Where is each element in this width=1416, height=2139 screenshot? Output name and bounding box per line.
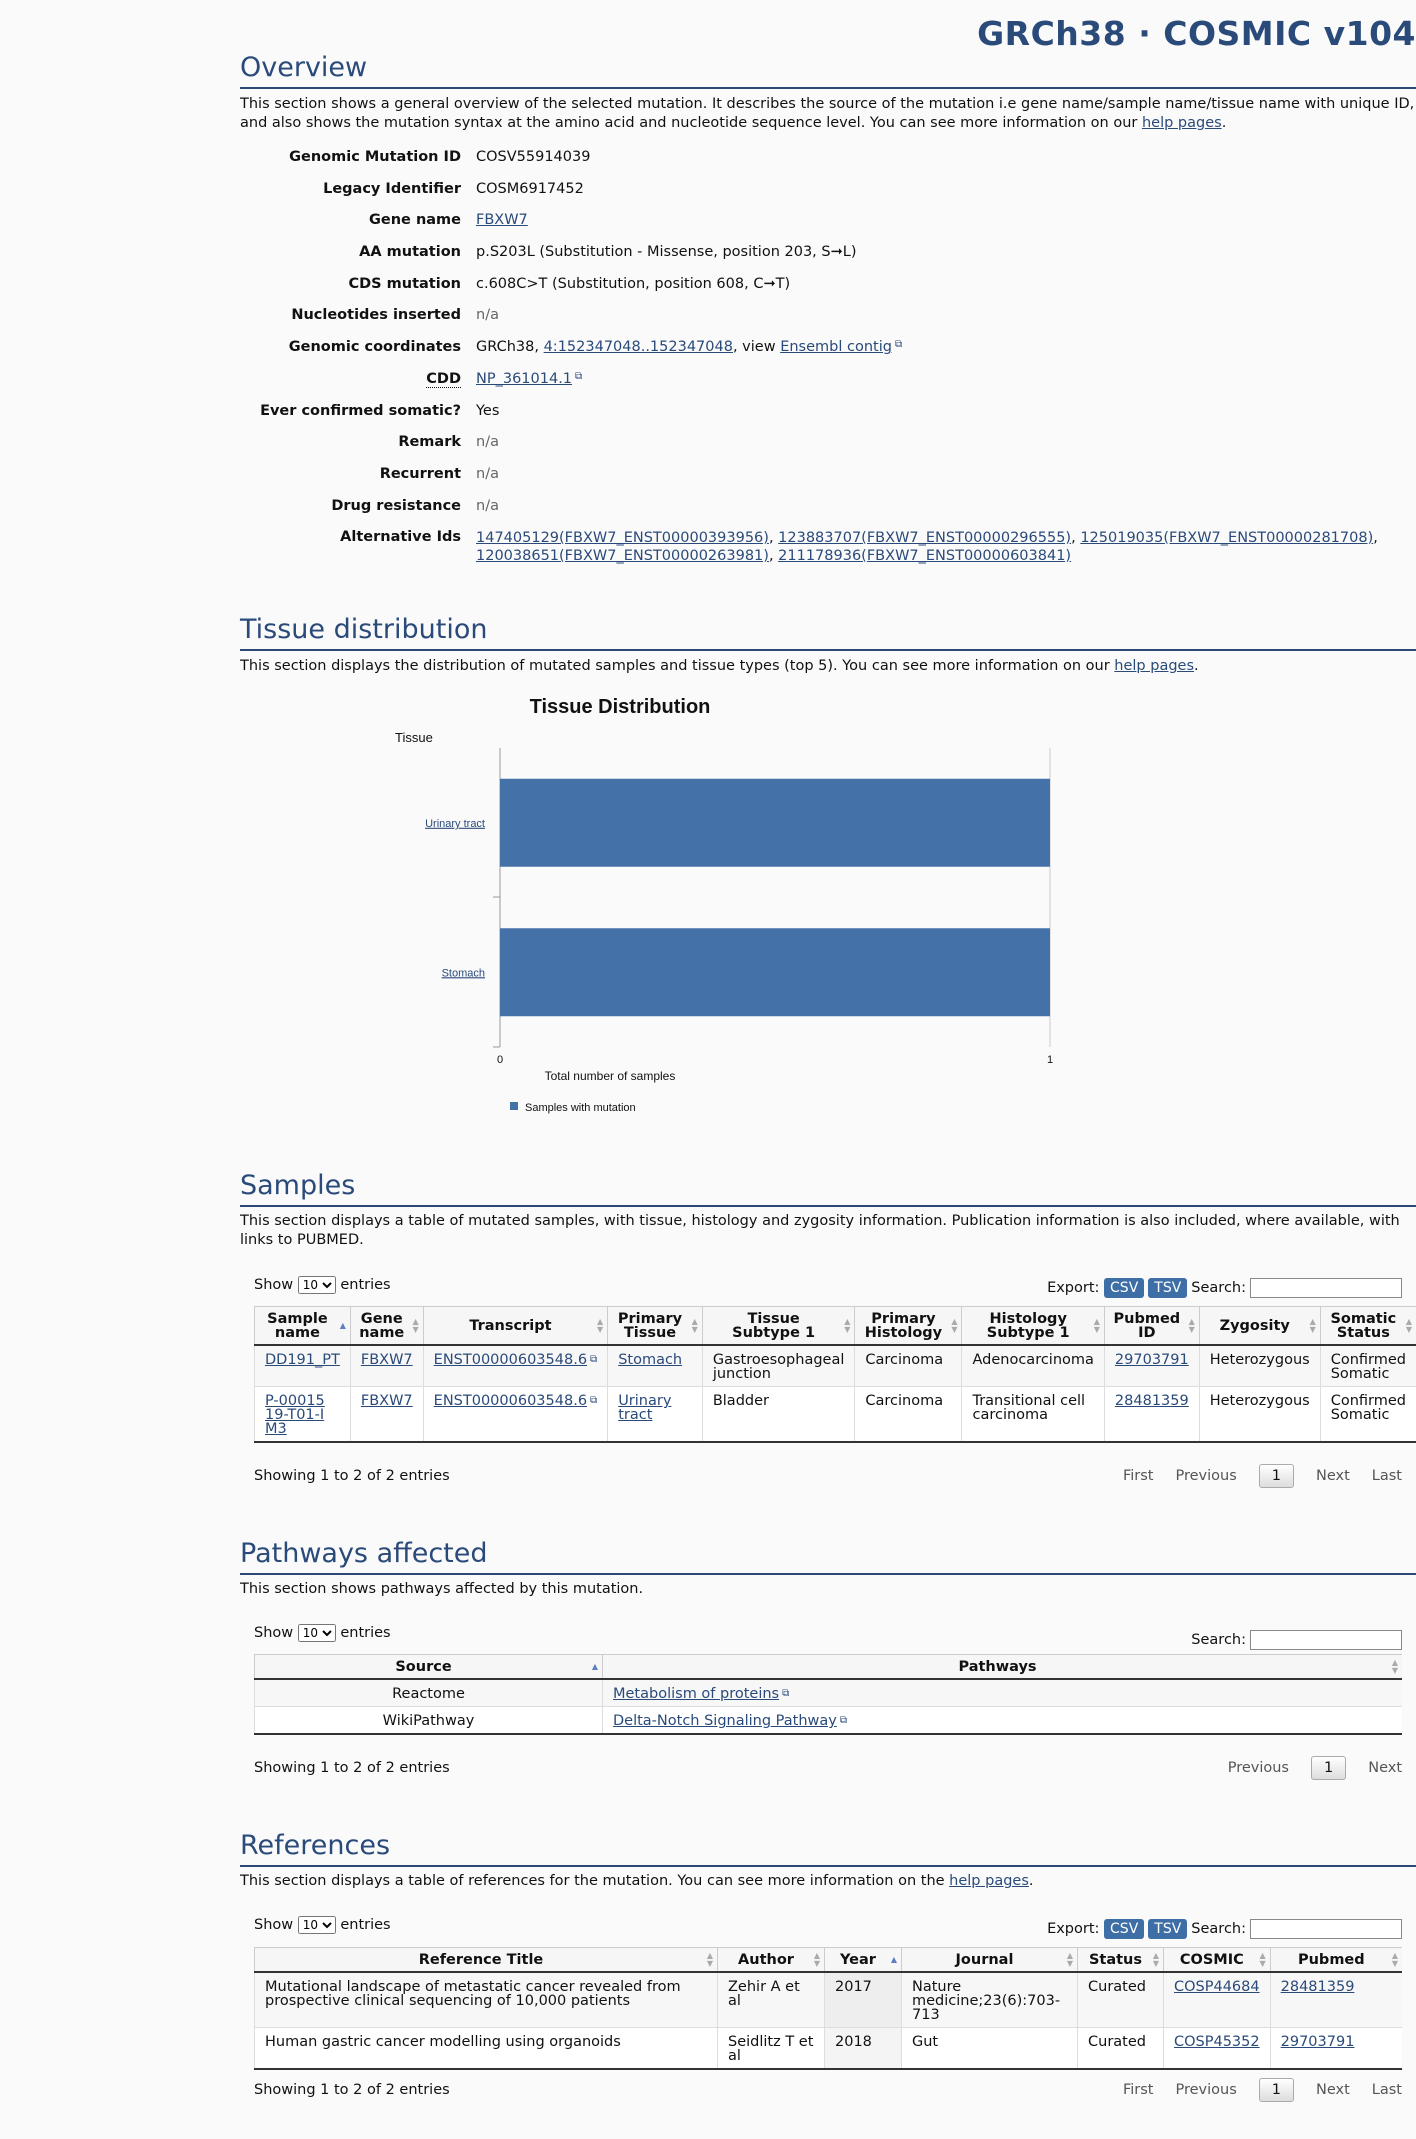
- pathways-length-select[interactable]: [298, 1624, 336, 1642]
- ensembl-contig-link[interactable]: Ensembl contig: [780, 339, 892, 356]
- sort-icon: ▲ ▼: [412, 1316, 419, 1334]
- cds-mutation-value: c.608C>T (Substitution, position 608, C➞T): [476, 275, 791, 292]
- column-label: Sample name: [267, 1311, 328, 1341]
- samples-length-control: Show 10 entries: [254, 1276, 391, 1294]
- col-year[interactable]: Year ▲: [825, 1948, 902, 1973]
- current-page-button[interactable]: 1: [1259, 1464, 1294, 1488]
- references-pager: [1101, 2078, 1402, 2102]
- reference-journal: Gut: [902, 2028, 1078, 2070]
- sample-zygosity-cell: Heterozygous: [1199, 1387, 1320, 1443]
- column-label: Transcript: [469, 1318, 552, 1334]
- cosmic-link[interactable]: COSP45352: [1174, 2034, 1260, 2050]
- pathway-link[interactable]: Delta-Notch Signaling Pathway: [613, 1713, 837, 1729]
- bar-stomach: [500, 928, 1050, 1016]
- cdd-label: CDD: [426, 370, 461, 387]
- sample-subtype-cell: Gastroesophageal junction: [702, 1345, 855, 1387]
- col-pathways[interactable]: Pathways ▲ ▼: [603, 1655, 1403, 1680]
- sort-icon: ▲ ▼: [706, 1950, 713, 1968]
- sample-sample-link[interactable]: DD191_PT: [265, 1352, 340, 1368]
- sample-gene-cell: [350, 1387, 423, 1443]
- pathways-info: Showing 1 to 2 of 2 entries: [254, 1760, 450, 1776]
- sample-transcript-cell: [423, 1387, 608, 1443]
- chart-y-label: Tissue: [395, 730, 433, 745]
- current-page-button[interactable]: 1: [1311, 1756, 1346, 1780]
- sample-zygosity-cell: Heterozygous: [1199, 1345, 1320, 1387]
- col-sample-name[interactable]: [255, 1307, 351, 1346]
- sample-transcript-link[interactable]: ENST00000603548.6: [433, 1393, 588, 1409]
- ever-confirmed-label: Ever confirmed somatic?: [260, 402, 461, 419]
- genomic-coordinates-label: Genomic coordinates: [288, 339, 461, 356]
- sample-transcript-link[interactable]: ENST00000603548.6: [433, 1352, 588, 1368]
- sort-icon: ▲ ▼: [1188, 1316, 1195, 1334]
- col-source[interactable]: Source ▲: [255, 1655, 603, 1680]
- references-info: Showing 1 to 2 of 2 entries: [254, 2082, 450, 2098]
- sample-pubmed-cell: [1104, 1345, 1199, 1387]
- column-label: Histology Subtype 1: [986, 1311, 1070, 1341]
- references-csv-button[interactable]: CSV: [1104, 1919, 1144, 1939]
- reference-title: Mutational landscape of metastatic cancer revealed from prospective clinical sequencing of 10,000 patients: [255, 1972, 718, 2028]
- reference-author: Seidlitz T et al: [718, 2028, 825, 2070]
- table-row: [255, 1972, 1403, 2028]
- sort-icon: ▲ ▼: [1152, 1950, 1159, 1968]
- references-search-input[interactable]: [1250, 1919, 1402, 1939]
- last-page-button[interactable]: Last: [1371, 2082, 1402, 2098]
- first-page-button[interactable]: First: [1122, 1468, 1154, 1484]
- col-somatic-status[interactable]: [1320, 1307, 1416, 1346]
- pathways-intro: This section shows pathways affected by this mutation.: [240, 1581, 644, 1597]
- references-intro: This section displays a table of references for the mutation. You can see more information on the help pages.: [240, 1873, 1034, 1889]
- recurrent-value: n/a: [476, 465, 499, 482]
- col-primary-histology[interactable]: [855, 1307, 962, 1346]
- sample-tissue-cell: [608, 1387, 703, 1443]
- sample-status-cell: Confirmed Somatic: [1320, 1387, 1416, 1443]
- aa-mutation-value: p.S203L (Substitution - Missense, position 203, S➞L): [476, 244, 857, 261]
- recurrent-label: Recurrent: [379, 465, 461, 482]
- col-tissue-subtype[interactable]: [702, 1307, 855, 1346]
- sort-icon: ▲ ▼: [1391, 1950, 1398, 1968]
- sample-histology-cell: Carcinoma: [855, 1387, 962, 1443]
- drug-resistance-label: Drug resistance: [331, 497, 461, 514]
- current-page-button[interactable]: 1: [1259, 2078, 1294, 2102]
- gene-name-label: Gene name: [369, 212, 461, 229]
- first-page-button[interactable]: First: [1122, 2082, 1154, 2098]
- column-label: Somatic Status: [1330, 1311, 1397, 1341]
- x-tick-label: 0: [496, 1054, 504, 1066]
- col-reference-title[interactable]: Reference Title ▲ ▼: [255, 1948, 718, 1973]
- samples-length-select[interactable]: [298, 1276, 336, 1294]
- col-primary-tissue[interactable]: [608, 1307, 703, 1346]
- table-row: [255, 2028, 1403, 2070]
- pathway-source: Reactome: [255, 1679, 603, 1707]
- sample-sample-link[interactable]: P-0001519-T01-IM3: [265, 1393, 325, 1437]
- sample-gene-cell: [350, 1345, 423, 1387]
- external-link-icon: ⧉: [839, 1715, 847, 1726]
- table-row: [255, 1679, 1403, 1707]
- gene-name-link[interactable]: FBXW7: [476, 212, 528, 229]
- external-link-icon: ⧉: [782, 1688, 790, 1699]
- x-tick-label: 1: [1046, 1054, 1054, 1066]
- sample-gene-link[interactable]: FBXW7: [360, 1393, 413, 1409]
- references-export-bar: Export: CSV TSV Search:: [1047, 1919, 1402, 1939]
- tissue-chart: [300, 685, 1054, 1145]
- sort-icon: ▲ ▼: [1259, 1950, 1266, 1968]
- sample-hist_sub-cell: Transitional cell carcinoma: [962, 1387, 1104, 1443]
- cosmic-link[interactable]: COSP44684: [1174, 1979, 1260, 1995]
- col-gene-name[interactable]: [350, 1307, 423, 1346]
- legend-label: Samples with mutation: [525, 1102, 636, 1114]
- tissue-help-link[interactable]: help pages: [1114, 658, 1195, 674]
- overview-intro: This section shows a general overview of the selected mutation. It describes the source of the mutation i.e gene name/sample name/tissue name with unique ID, and also shows the mutation syntax at the amino acid and nucleotide sequence level. You can see more information on our help pages.: [240, 96, 1415, 131]
- alt-id-link[interactable]: 147405129(FBXW7_ENST00000393956): [476, 530, 769, 547]
- sort-icon: ▲ ▼: [844, 1316, 851, 1334]
- col-transcript[interactable]: [423, 1307, 608, 1346]
- pathways-table: [254, 1654, 1402, 1735]
- table-row: [255, 1345, 1416, 1387]
- sample-pubmed-link[interactable]: 28481359: [1114, 1393, 1189, 1409]
- previous-page-button[interactable]: Previous: [1175, 2082, 1237, 2098]
- references-table: [254, 1947, 1402, 2070]
- pubmed-link[interactable]: 29703791: [1280, 2034, 1355, 2050]
- drug-resistance-value: n/a: [476, 497, 499, 514]
- col-histology-subtype[interactable]: [962, 1307, 1104, 1346]
- pathways-pager: [1206, 1756, 1402, 1780]
- sample-transcript-cell: [423, 1345, 608, 1387]
- column-label: Primary Histology: [864, 1311, 943, 1341]
- cdd-label-cell: [240, 366, 476, 398]
- pubmed-link[interactable]: 28481359: [1280, 1979, 1355, 1995]
- pathways-search-bar: Search:: [1191, 1630, 1402, 1650]
- sort-icon: ▲ ▼: [691, 1316, 698, 1334]
- sort-icon: ▲ ▼: [1405, 1316, 1412, 1334]
- col-zygosity[interactable]: [1199, 1307, 1320, 1346]
- alternative-ids-label: Alternative Ids: [340, 529, 461, 546]
- alt-id-link[interactable]: 123883707(FBXW7_ENST00000296555): [778, 530, 1072, 547]
- samples-heading: Samples: [240, 1170, 1416, 1207]
- table-row: [255, 1707, 1403, 1735]
- column-label: Gene name: [359, 1311, 405, 1341]
- sort-asc-icon: ▲: [591, 1661, 598, 1671]
- sort-asc-icon: ▲: [890, 1954, 897, 1964]
- next-page-button[interactable]: Next: [1368, 1760, 1402, 1776]
- legacy-identifier-value: COSM6917452: [476, 180, 584, 197]
- sample-tissue-link[interactable]: Stomach: [618, 1352, 683, 1368]
- sort-icon: ▲ ▼: [1309, 1316, 1316, 1334]
- sort-asc-icon: ▲: [339, 1320, 346, 1330]
- column-label: Tissue Subtype 1: [732, 1311, 816, 1341]
- coordinates-link[interactable]: 4:152347048..152347048: [543, 339, 733, 356]
- reference-year: 2017: [825, 1972, 902, 2028]
- col-author[interactable]: Author ▲ ▼: [718, 1948, 825, 1973]
- category-label-link[interactable]: Urinary tract: [425, 817, 485, 830]
- sample-sample-cell: [255, 1387, 351, 1443]
- bar-urinary-tract: [500, 779, 1050, 867]
- next-page-button[interactable]: Next: [1316, 1468, 1350, 1484]
- remark-label: Remark: [398, 434, 461, 451]
- next-page-button[interactable]: Next: [1316, 2082, 1350, 2098]
- external-link-icon: ⧉: [894, 339, 903, 351]
- genomic-mutation-id-label: Genomic Mutation ID: [289, 149, 461, 165]
- pathway-link[interactable]: Metabolism of proteins: [613, 1686, 780, 1702]
- genomic-mutation-id-value: COSV55914039: [476, 149, 591, 165]
- reference-year: 2018: [825, 2028, 902, 2070]
- samples-intro: This section displays a table of mutated samples, with tissue, histology and zygosity information. Publication information is also included, where available, with links to PUBMED.: [240, 1213, 1400, 1248]
- overview-heading: Overview: [240, 52, 1416, 89]
- alternative-ids-value: 147405129(FBXW7_ENST00000393956), 123883707(FBXW7_ENST00000296555), 125019035(FBXW7_ENST00000281708), 120038651(FBXW7_ENST00000263981), 211178936(FBXW7_ENST00000603841): [476, 530, 1378, 565]
- sort-icon: ▲ ▼: [1093, 1316, 1100, 1334]
- sample-gene-link[interactable]: FBXW7: [360, 1352, 413, 1368]
- sample-status-cell: Confirmed Somatic: [1320, 1345, 1416, 1387]
- legend-swatch: [510, 1102, 518, 1110]
- alt-id-link[interactable]: 120038651(FBXW7_ENST00000263981): [476, 548, 769, 565]
- references-tsv-button[interactable]: TSV: [1148, 1919, 1187, 1939]
- genomic-coordinates-value: GRCh38, 4:152347048..152347048, view Ensembl contig ⧉: [476, 339, 903, 356]
- nucleotides-inserted-value: n/a: [476, 307, 499, 324]
- references-length-select[interactable]: [298, 1916, 336, 1934]
- alt-id-link[interactable]: 125019035(FBXW7_ENST00000281708): [1080, 530, 1374, 547]
- overview-help-link[interactable]: help pages: [1141, 115, 1222, 131]
- references-help-link[interactable]: help pages: [949, 1873, 1029, 1889]
- sort-icon: ▲ ▼: [597, 1316, 604, 1334]
- remark-value: n/a: [476, 434, 499, 451]
- sample-tissue-link[interactable]: Urinary tract: [618, 1393, 672, 1423]
- previous-page-button[interactable]: Previous: [1175, 1468, 1237, 1484]
- tissue-intro: This section displays the distribution of mutated samples and tissue types (top 5). You can see more information on our help pages.: [240, 658, 1199, 674]
- ever-confirmed-value: Yes: [476, 402, 500, 419]
- reference-status: Curated: [1078, 1972, 1164, 2028]
- sample-tissue-cell: [608, 1345, 703, 1387]
- sample-subtype-cell: Bladder: [702, 1387, 855, 1443]
- column-label: Primary Tissue: [617, 1311, 683, 1341]
- tissue-heading: Tissue distribution: [240, 614, 1416, 651]
- sample-pubmed-cell: [1104, 1387, 1199, 1443]
- sample-hist_sub-cell: Adenocarcinoma: [962, 1345, 1104, 1387]
- aa-mutation-label: AA mutation: [359, 244, 461, 261]
- reference-status: Curated: [1078, 2028, 1164, 2070]
- samples-pager: [1101, 1464, 1402, 1488]
- cds-mutation-label: CDS mutation: [348, 275, 461, 292]
- samples-info: Showing 1 to 2 of 2 entries: [254, 1468, 450, 1484]
- legacy-identifier-label: Legacy Identifier: [323, 180, 461, 197]
- sort-icon: ▲ ▼: [813, 1950, 820, 1968]
- samples-search-input[interactable]: [1250, 1278, 1402, 1298]
- sample-pubmed-link[interactable]: 29703791: [1114, 1352, 1189, 1368]
- last-page-button[interactable]: Last: [1371, 1468, 1402, 1484]
- external-link-icon: ⧉: [590, 1395, 598, 1406]
- reference-journal: Nature medicine;23(6):703-713: [902, 1972, 1078, 2028]
- chart-x-label: Total number of samples: [544, 1069, 676, 1083]
- sort-icon: ▲ ▼: [1066, 1950, 1073, 1968]
- external-link-icon: ⧉: [590, 1354, 598, 1365]
- site-title: GRCh38 · COSMIC v104: [977, 14, 1416, 53]
- sort-icon: ▲ ▼: [951, 1316, 958, 1334]
- pathway-source: WikiPathway: [255, 1707, 603, 1735]
- tissue-chart-svg: [300, 685, 1054, 1145]
- sample-sample-cell: [255, 1345, 351, 1387]
- pathways-heading: Pathways affected: [240, 1538, 1416, 1575]
- nucleotides-inserted-label: Nucleotides inserted: [291, 307, 461, 324]
- alt-id-link[interactable]: 211178936(FBXW7_ENST00000603841): [778, 548, 1072, 565]
- samples-export-bar: Export: CSV TSV Search:: [1047, 1278, 1402, 1298]
- samples-table: [254, 1306, 1416, 1443]
- samples-csv-button[interactable]: CSV: [1104, 1278, 1144, 1298]
- chart-title: Tissue Distribution: [529, 696, 711, 718]
- col-journal[interactable]: Journal ▲ ▼: [902, 1948, 1078, 1973]
- col-pubmed[interactable]: Pubmed ▲ ▼: [1270, 1948, 1402, 1973]
- external-link-icon: ⧉: [575, 370, 583, 382]
- references-length-control: Show 10 entries: [254, 1916, 391, 1934]
- table-row: [255, 1387, 1416, 1443]
- category-label-link[interactable]: Stomach: [441, 967, 485, 980]
- references-heading: References: [240, 1830, 1416, 1867]
- column-label: Zygosity: [1219, 1318, 1290, 1334]
- samples-tsv-button[interactable]: TSV: [1148, 1278, 1187, 1298]
- pathways-search-input[interactable]: [1250, 1630, 1402, 1650]
- col-status[interactable]: Status ▲ ▼: [1078, 1948, 1164, 1973]
- reference-title: Human gastric cancer modelling using organoids: [255, 2028, 718, 2070]
- overview-table: [240, 144, 1416, 565]
- col-cosmic[interactable]: COSMIC ▲ ▼: [1164, 1948, 1271, 1973]
- col-pubmed-id[interactable]: [1104, 1307, 1199, 1346]
- column-label: Pubmed ID: [1113, 1311, 1181, 1341]
- sample-histology-cell: Carcinoma: [855, 1345, 962, 1387]
- reference-author: Zehir A et al: [718, 1972, 825, 2028]
- sort-icon: ▲ ▼: [1391, 1657, 1398, 1675]
- cdd-link[interactable]: NP_361014.1: [476, 370, 573, 387]
- pathways-length-control: Show 10 entries: [254, 1624, 391, 1642]
- previous-page-button[interactable]: Previous: [1227, 1760, 1289, 1776]
